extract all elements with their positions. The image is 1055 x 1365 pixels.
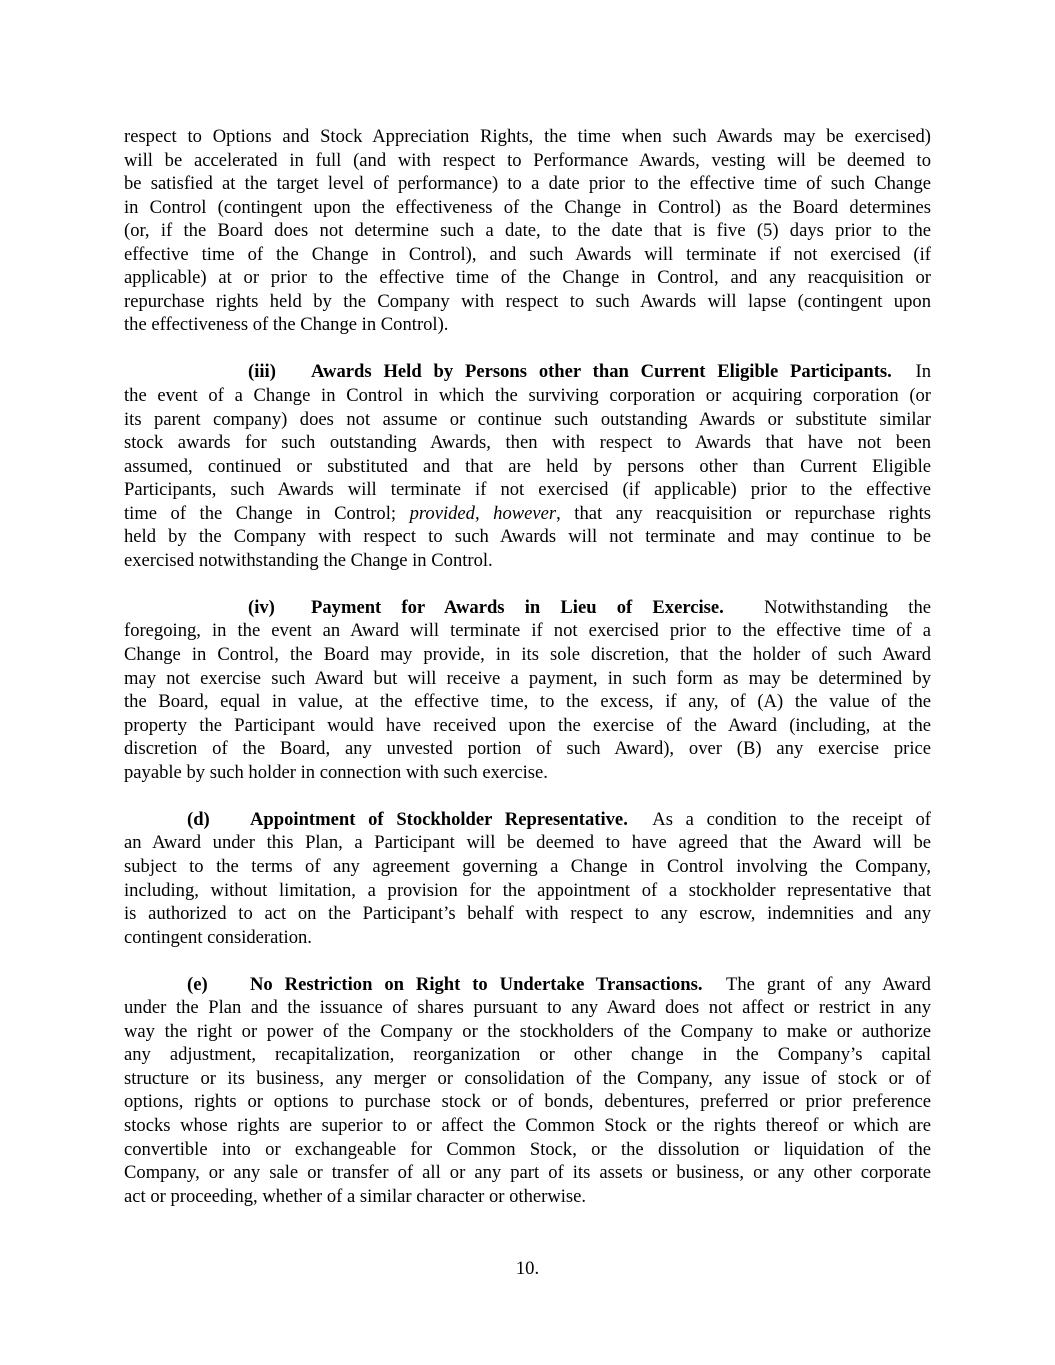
section-label: (d) <box>187 808 210 830</box>
text-line: Company, or any sale or transfer of all or any part of its assets or business, or any other corporate <box>124 1162 931 1184</box>
section-heading: Payment for Awards in Lieu of Exercise. <box>311 596 724 618</box>
text-line: contingent consideration. <box>124 926 312 948</box>
text-segment: The grant of any Award <box>702 973 931 995</box>
text-line: assumed, continued or substituted and that are held by persons other than Current Eligible <box>124 455 931 477</box>
text-line: stocks whose rights are superior to or affect the Common Stock or the rights thereof or which are <box>124 1114 931 1136</box>
text-line: under the Plan and the issuance of shares pursuant to any Award does not affect or restrict in any <box>124 997 931 1019</box>
text-line: applicable) at or prior to the effective time of the Change in Control, and any reacquisition or <box>124 267 931 289</box>
text-segment: As a condition to the receipt of <box>627 808 931 830</box>
text-line: way the right or power of the Company or the stockholders of the Company to make or authorize <box>124 1020 931 1042</box>
text-line: subject to the terms of any agreement governing a Change in Control involving the Company, <box>124 855 931 877</box>
text-line: held by the Company with respect to such Awards will not terminate and may continue to be <box>124 526 931 548</box>
text-line <box>124 596 931 620</box>
text-segment: In <box>891 361 931 383</box>
section-label: (iv) <box>248 596 275 618</box>
text-line: respect to Options and Stock Appreciation Rights, the time when such Awards may be exercised) <box>124 126 931 147</box>
text-line: including, without limitation, a provision for the appointment of a stockholder representative that <box>124 879 931 901</box>
text-line: the Board, equal in value, at the effective time, to the excess, if any, of (A) the value of the <box>124 691 931 713</box>
text-line: exercised notwithstanding the Change in Control. <box>124 549 493 571</box>
text-line: will be accelerated in full (and with respect to Performance Awards, vesting will be deemed to <box>124 149 931 171</box>
text-line: foregoing, in the event an Award will terminate if not exercised prior to the effective time of a <box>124 620 931 642</box>
text-line: the event of a Change in Control in which the surviving corporation or acquiring corporation (or <box>124 385 931 407</box>
text-line: act or proceeding, whether of a similar character or otherwise. <box>124 1185 587 1207</box>
text-line: payable by such holder in connection with such exercise. <box>124 761 548 783</box>
text-line: Change in Control, the Board may provide, in its sole discretion, that the holder of such Award <box>124 644 931 666</box>
text-line: in Control (contingent upon the effectiveness of the Change in Control) as the Board determines <box>124 196 931 218</box>
text-line: may not exercise such Award but will receive a payment, in such form as may be determined by <box>124 667 931 689</box>
text-line: options, rights or options to purchase stock or of bonds, debentures, preferred or prior preference <box>124 1091 931 1113</box>
text-line <box>124 502 931 526</box>
section-d <box>124 808 931 949</box>
section-label: (e) <box>187 973 208 995</box>
text-line: discretion of the Board, any unvested portion of such Award), over (B) any exercise price <box>124 738 931 760</box>
text-segment: Notwithstanding the <box>723 596 931 618</box>
text-line: structure or its business, any merger or consolidation of the Company, any issue of stock or of <box>124 1067 931 1089</box>
text-line: the effectiveness of the Change in Control). <box>124 314 449 336</box>
continuation-paragraph <box>124 125 931 337</box>
text-line <box>124 360 931 384</box>
text-line: property the Participant would have received upon the exercise of the Award (including, at the <box>124 714 931 736</box>
text-line: effective time of the Change in Control), and such Awards will terminate if not exercised (if <box>124 243 931 265</box>
section-heading: Appointment of Stockholder Representative. <box>250 808 628 830</box>
section-heading: No Restriction on Right to Undertake Transactions. <box>250 973 703 995</box>
text-line: convertible into or exchangeable for Common Stock, or the dissolution or liquidation of the <box>124 1138 931 1160</box>
text-line: any adjustment, recapitalization, reorganization or other change in the Company’s capital <box>124 1044 931 1066</box>
text-line: is authorized to act on the Participant’s behalf with respect to any escrow, indemnities and any <box>124 903 931 925</box>
section-label: (iii) <box>248 361 276 383</box>
text-line: its parent company) does not assume or continue such outstanding Awards or substitute similar <box>124 408 931 430</box>
text-segment: , that any reacquisition or repurchase rights <box>556 502 931 524</box>
text-line: Participants, such Awards will terminate if not exercised (if applicable) prior to the effective <box>124 479 931 501</box>
text-line: repurchase rights held by the Company with respect to such Awards will lapse (contingent upon <box>124 290 931 312</box>
document-body <box>124 125 931 1232</box>
page-number: 10. <box>515 1258 540 1279</box>
text-line <box>124 808 931 832</box>
italic-text: provided, however <box>409 502 557 524</box>
section-iii <box>124 360 931 572</box>
text-line <box>124 973 931 997</box>
text-segment: time of the Change in Control; <box>124 502 410 524</box>
section-e <box>124 973 931 1208</box>
text-line: (or, if the Board does not determine such a date, to the date that is five (5) days prior to the <box>124 220 931 242</box>
section-iv <box>124 596 931 784</box>
text-line: be satisfied at the target level of performance) to a date prior to the effective time of such Change <box>124 173 931 195</box>
section-heading: Awards Held by Persons other than Current Eligible Participants. <box>311 361 892 383</box>
text-line: stock awards for such outstanding Awards, then with respect to Awards that have not been <box>124 432 931 454</box>
text-line: an Award under this Plan, a Participant will be deemed to have agreed that the Award will be <box>124 832 931 854</box>
